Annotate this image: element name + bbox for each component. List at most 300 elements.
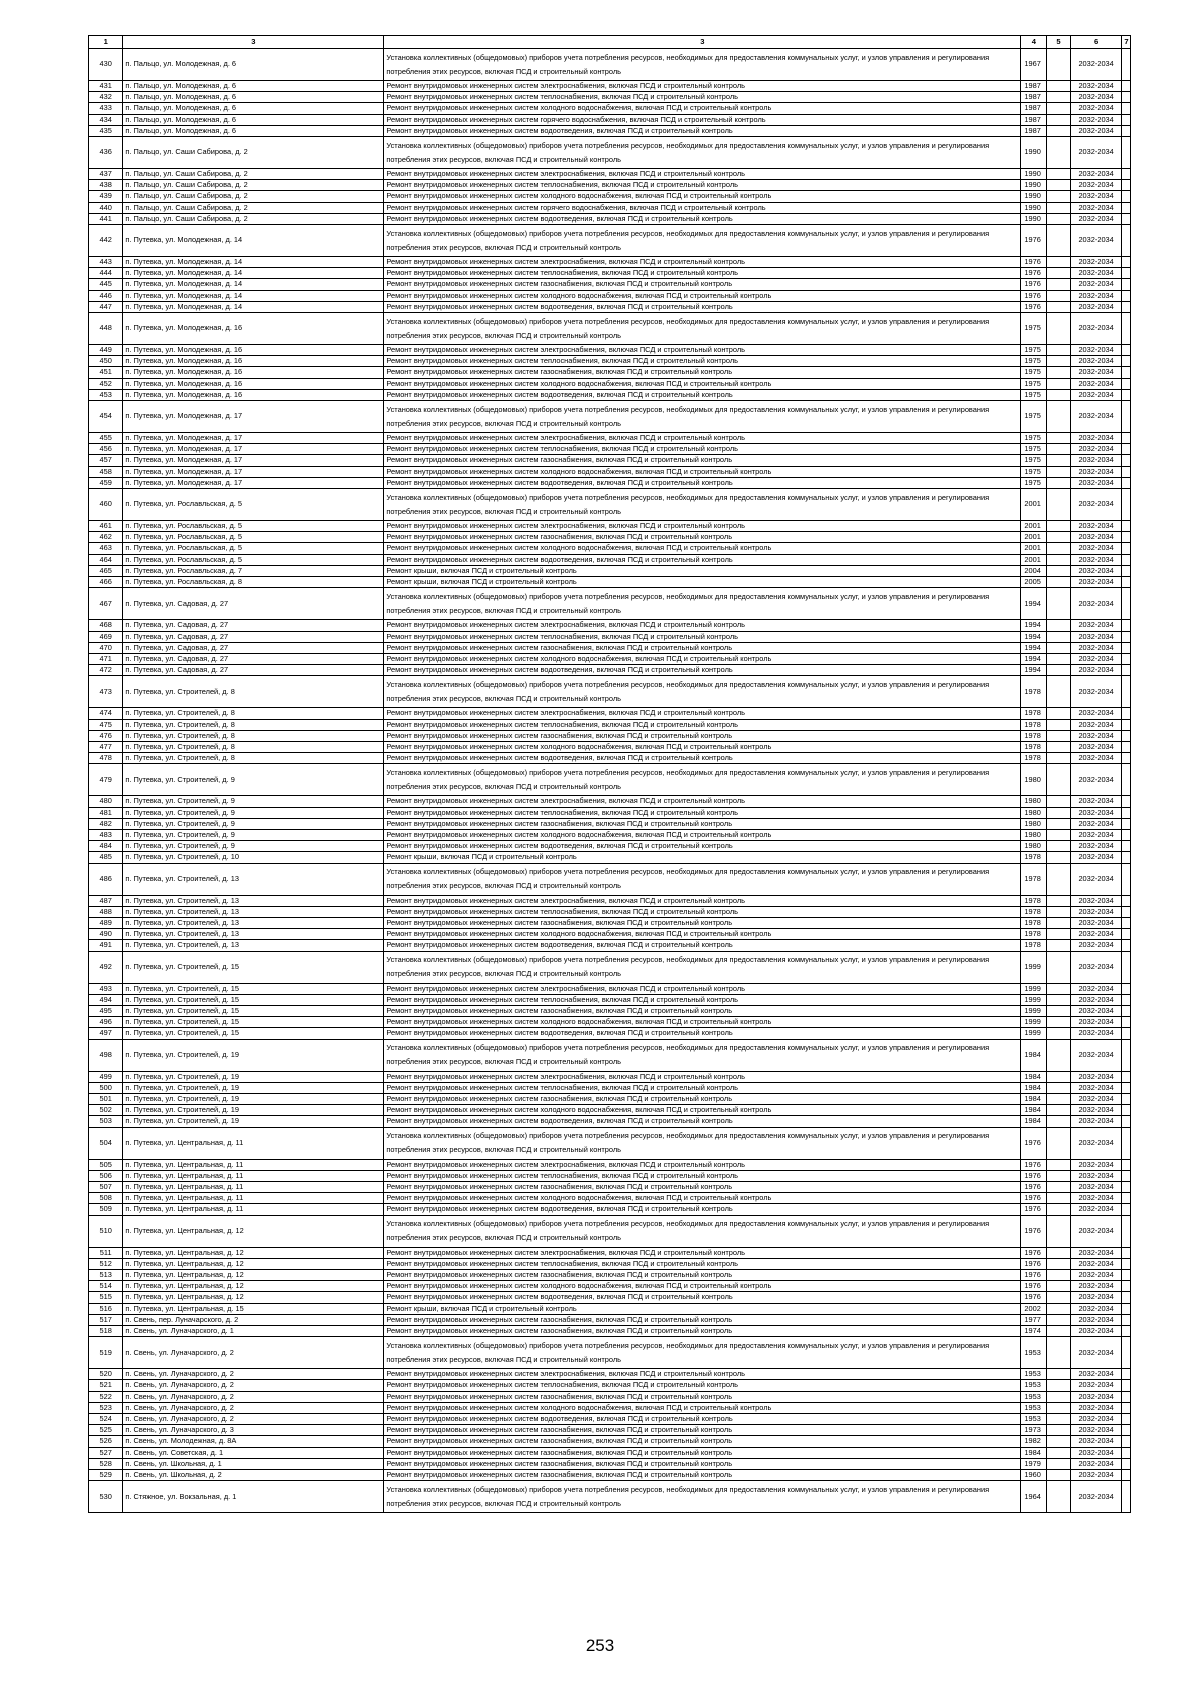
empty-cell [1122, 1414, 1131, 1425]
year-cell: 1984 [1021, 1082, 1047, 1093]
row-number: 514 [89, 1281, 123, 1292]
year-cell: 1987 [1021, 103, 1047, 114]
period-cell: 2032-2034 [1070, 554, 1122, 565]
row-number: 490 [89, 929, 123, 940]
row-number: 460 [89, 489, 123, 521]
table-row [89, 1039, 1131, 1071]
table-row [89, 444, 1131, 455]
empty-cell [1047, 301, 1071, 312]
empty-cell [1122, 81, 1131, 92]
empty-cell [1047, 841, 1071, 852]
empty-cell [1122, 401, 1131, 433]
period-cell: 2032-2034 [1070, 1204, 1122, 1215]
work-description-cell: Ремонт крыши, включая ПСД и строительный контроль [384, 565, 1021, 576]
empty-cell [1047, 1082, 1071, 1093]
row-number: 518 [89, 1326, 123, 1337]
work-description-cell: Ремонт внутридомовых инженерных систем водоотведения, включая ПСД и строительный контроль [384, 554, 1021, 565]
address-cell: п. Путевка, ул. Молодежная, д. 17 [123, 433, 384, 444]
address-cell: п. Путевка, ул. Строителей, д. 8 [123, 708, 384, 719]
row-number: 505 [89, 1159, 123, 1170]
address-cell: п. Путевка, ул. Молодежная, д. 17 [123, 444, 384, 455]
empty-cell [1047, 1458, 1071, 1469]
empty-cell [1122, 225, 1131, 257]
repair-schedule-table [88, 35, 1131, 1513]
empty-cell [1047, 642, 1071, 653]
table-row [89, 92, 1131, 103]
year-cell: 1984 [1021, 1093, 1047, 1104]
empty-cell [1047, 1170, 1071, 1181]
work-description-cell: Установка коллективных (общедомовых) приборов учета потребления ресурсов, необходимых для предоставления коммунальных услуг, и узлов управления и регулирования потребления этих ресурсов, включая ПСД и строительный контроль [384, 676, 1021, 708]
period-cell: 2032-2034 [1070, 477, 1122, 488]
period-cell: 2032-2034 [1070, 225, 1122, 257]
table-row [89, 554, 1131, 565]
empty-cell [1122, 1105, 1131, 1116]
empty-cell [1122, 268, 1131, 279]
empty-cell [1047, 1005, 1071, 1016]
work-description-cell: Установка коллективных (общедомовых) приборов учета потребления ресурсов, необходимых для предоставления коммунальных услуг, и узлов управления и регулирования потребления этих ресурсов, включая ПСД и строительный контроль [384, 1337, 1021, 1369]
table-row [89, 1028, 1131, 1039]
empty-cell [1122, 863, 1131, 895]
address-cell: п. Свень, ул. Луначарского, д. 2 [123, 1337, 384, 1369]
empty-cell [1047, 191, 1071, 202]
table-row [89, 917, 1131, 928]
empty-cell [1122, 125, 1131, 136]
address-cell: п. Путевка, ул. Строителей, д. 19 [123, 1039, 384, 1071]
table-row [89, 1458, 1131, 1469]
work-description-cell: Ремонт внутридомовых инженерных систем теплоснабжения, включая ПСД и строительный контроль [384, 268, 1021, 279]
table-row [89, 401, 1131, 433]
empty-cell [1122, 1303, 1131, 1314]
empty-cell [1047, 665, 1071, 676]
address-cell: п. Путевка, ул. Строителей, д. 13 [123, 940, 384, 951]
work-description-cell: Ремонт внутридомовых инженерных систем теплоснабжения, включая ПСД и строительный контроль [384, 1082, 1021, 1093]
work-description-cell: Ремонт внутридомовых инженерных систем водоотведения, включая ПСД и строительный контроль [384, 477, 1021, 488]
empty-cell [1047, 1193, 1071, 1204]
address-cell: п. Путевка, ул. Молодежная, д. 14 [123, 279, 384, 290]
empty-cell [1047, 433, 1071, 444]
period-cell: 2032-2034 [1070, 1039, 1122, 1071]
empty-cell [1122, 389, 1131, 400]
period-cell: 2032-2034 [1070, 764, 1122, 796]
header-row [89, 36, 1131, 49]
row-number: 474 [89, 708, 123, 719]
row-number: 482 [89, 818, 123, 829]
period-cell: 2032-2034 [1070, 378, 1122, 389]
row-number: 470 [89, 642, 123, 653]
work-description-cell: Ремонт внутридомовых инженерных систем теплоснабжения, включая ПСД и строительный контроль [384, 719, 1021, 730]
period-cell: 2032-2034 [1070, 1082, 1122, 1093]
address-cell: п. Путевка, ул. Строителей, д. 15 [123, 994, 384, 1005]
row-number: 522 [89, 1391, 123, 1402]
header-col-3: 3 [384, 36, 1021, 49]
work-description-cell: Ремонт внутридомовых инженерных систем холодного водоснабжения, включая ПСД и строительный контроль [384, 378, 1021, 389]
row-number: 487 [89, 895, 123, 906]
empty-cell [1122, 1314, 1131, 1325]
row-number: 456 [89, 444, 123, 455]
table-row [89, 764, 1131, 796]
empty-cell [1122, 543, 1131, 554]
address-cell: п. Путевка, ул. Молодежная, д. 16 [123, 367, 384, 378]
year-cell: 1976 [1021, 1159, 1047, 1170]
work-description-cell: Ремонт внутридомовых инженерных систем водоотведения, включая ПСД и строительный контроль [384, 1028, 1021, 1039]
work-description-cell: Ремонт внутридомовых инженерных систем теплоснабжения, включая ПСД и строительный контроль [384, 807, 1021, 818]
row-number: 462 [89, 532, 123, 543]
table-row [89, 202, 1131, 213]
empty-cell [1047, 1402, 1071, 1413]
empty-cell [1047, 1436, 1071, 1447]
table-row [89, 543, 1131, 554]
year-cell: 1975 [1021, 345, 1047, 356]
table-row [89, 863, 1131, 895]
year-cell: 2001 [1021, 489, 1047, 521]
period-cell: 2032-2034 [1070, 279, 1122, 290]
work-description-cell: Ремонт внутридомовых инженерных систем холодного водоснабжения, включая ПСД и строительный контроль [384, 1402, 1021, 1413]
address-cell: п. Путевка, ул. Рославльская, д. 7 [123, 565, 384, 576]
address-cell: п. Путевка, ул. Рославльская, д. 5 [123, 521, 384, 532]
year-cell: 1994 [1021, 665, 1047, 676]
work-description-cell: Установка коллективных (общедомовых) приборов учета потребления ресурсов, необходимых для предоставления коммунальных услуг, и узлов управления и регулирования потребления этих ресурсов, включая ПСД и строительный контроль [384, 1481, 1021, 1513]
address-cell: п. Путевка, ул. Рославльская, д. 8 [123, 577, 384, 588]
table-row [89, 1093, 1131, 1104]
address-cell: п. Путевка, ул. Строителей, д. 15 [123, 1017, 384, 1028]
empty-cell [1122, 895, 1131, 906]
address-cell: п. Путевка, ул. Строителей, д. 19 [123, 1093, 384, 1104]
row-number: 515 [89, 1292, 123, 1303]
empty-cell [1047, 213, 1071, 224]
address-cell: п. Путевка, ул. Молодежная, д. 17 [123, 466, 384, 477]
period-cell: 2032-2034 [1070, 708, 1122, 719]
period-cell: 2032-2034 [1070, 389, 1122, 400]
work-description-cell: Ремонт внутридомовых инженерных систем теплоснабжения, включая ПСД и строительный контроль [384, 906, 1021, 917]
period-cell: 2032-2034 [1070, 401, 1122, 433]
empty-cell [1047, 466, 1071, 477]
row-number: 445 [89, 279, 123, 290]
table-row [89, 532, 1131, 543]
empty-cell [1122, 444, 1131, 455]
work-description-cell: Установка коллективных (общедомовых) приборов учета потребления ресурсов, необходимых для предоставления коммунальных услуг, и узлов управления и регулирования потребления этих ресурсов, включая ПСД и строительный контроль [384, 225, 1021, 257]
empty-cell [1047, 1369, 1071, 1380]
work-description-cell: Установка коллективных (общедомовых) приборов учета потребления ресурсов, необходимых для предоставления коммунальных услуг, и узлов управления и регулирования потребления этих ресурсов, включая ПСД и строительный контроль [384, 951, 1021, 983]
row-number: 529 [89, 1470, 123, 1481]
table-row [89, 169, 1131, 180]
table-row [89, 268, 1131, 279]
empty-cell [1047, 389, 1071, 400]
work-description-cell: Ремонт внутридомовых инженерных систем электроснабжения, включая ПСД и строительный контроль [384, 81, 1021, 92]
address-cell: п. Путевка, ул. Молодежная, д. 16 [123, 345, 384, 356]
row-number: 516 [89, 1303, 123, 1314]
work-description-cell: Ремонт внутридомовых инженерных систем газоснабжения, включая ПСД и строительный контроль [384, 455, 1021, 466]
address-cell: п. Путевка, ул. Садовая, д. 27 [123, 631, 384, 642]
address-cell: п. Путевка, ул. Строителей, д. 19 [123, 1116, 384, 1127]
period-cell: 2032-2034 [1070, 665, 1122, 676]
empty-cell [1047, 796, 1071, 807]
row-number: 435 [89, 125, 123, 136]
table-row [89, 841, 1131, 852]
period-cell: 2032-2034 [1070, 356, 1122, 367]
address-cell: п. Путевка, ул. Центральная, д. 12 [123, 1247, 384, 1258]
work-description-cell: Ремонт внутридомовых инженерных систем холодного водоснабжения, включая ПСД и строительный контроль [384, 1105, 1021, 1116]
row-number: 478 [89, 753, 123, 764]
address-cell: п. Путевка, ул. Молодежная, д. 17 [123, 401, 384, 433]
table-row [89, 1470, 1131, 1481]
work-description-cell: Ремонт крыши, включая ПСД и строительный контроль [384, 852, 1021, 863]
empty-cell [1047, 708, 1071, 719]
year-cell: 1980 [1021, 829, 1047, 840]
work-description-cell: Ремонт внутридомовых инженерных систем теплоснабжения, включая ПСД и строительный контроль [384, 1258, 1021, 1269]
address-cell: п. Путевка, ул. Молодежная, д. 14 [123, 268, 384, 279]
work-description-cell: Ремонт внутридомовых инженерных систем теплоснабжения, включая ПСД и строительный контроль [384, 356, 1021, 367]
period-cell: 2032-2034 [1070, 202, 1122, 213]
row-number: 430 [89, 49, 123, 81]
year-cell: 1999 [1021, 1028, 1047, 1039]
table-row [89, 433, 1131, 444]
empty-cell [1047, 1182, 1071, 1193]
empty-cell [1122, 929, 1131, 940]
table-row [89, 1082, 1131, 1093]
empty-cell [1122, 367, 1131, 378]
work-description-cell: Ремонт внутридомовых инженерных систем холодного водоснабжения, включая ПСД и строительный контроль [384, 1193, 1021, 1204]
address-cell: п. Путевка, ул. Центральная, д. 12 [123, 1215, 384, 1247]
row-number: 465 [89, 565, 123, 576]
header-col-7: 7 [1122, 36, 1131, 49]
address-cell: п. Путевка, ул. Строителей, д. 8 [123, 741, 384, 752]
empty-cell [1047, 906, 1071, 917]
row-number: 489 [89, 917, 123, 928]
year-cell: 1976 [1021, 1258, 1047, 1269]
row-number: 509 [89, 1204, 123, 1215]
year-cell: 2001 [1021, 543, 1047, 554]
year-cell: 1978 [1021, 895, 1047, 906]
table-row [89, 191, 1131, 202]
period-cell: 2032-2034 [1070, 1270, 1122, 1281]
year-cell: 1976 [1021, 1270, 1047, 1281]
row-number: 521 [89, 1380, 123, 1391]
empty-cell [1122, 1402, 1131, 1413]
period-cell: 2032-2034 [1070, 631, 1122, 642]
address-cell: п. Путевка, ул. Молодежная, д. 16 [123, 313, 384, 345]
work-description-cell: Установка коллективных (общедомовых) приборов учета потребления ресурсов, необходимых для предоставления коммунальных услуг, и узлов управления и регулирования потребления этих ресурсов, включая ПСД и строительный контроль [384, 588, 1021, 620]
empty-cell [1047, 455, 1071, 466]
empty-cell [1122, 1436, 1131, 1447]
work-description-cell: Ремонт внутридомовых инженерных систем электроснабжения, включая ПСД и строительный контроль [384, 983, 1021, 994]
work-description-cell: Ремонт внутридомовых инженерных систем газоснабжения, включая ПСД и строительный контроль [384, 1270, 1021, 1281]
period-cell: 2032-2034 [1070, 829, 1122, 840]
year-cell: 1976 [1021, 1292, 1047, 1303]
period-cell: 2032-2034 [1070, 741, 1122, 752]
table-row [89, 367, 1131, 378]
empty-cell [1047, 268, 1071, 279]
empty-cell [1047, 1028, 1071, 1039]
period-cell: 2032-2034 [1070, 268, 1122, 279]
work-description-cell: Ремонт внутридомовых инженерных систем водоотведения, включая ПСД и строительный контроль [384, 1204, 1021, 1215]
empty-cell [1122, 1281, 1131, 1292]
address-cell: п. Путевка, ул. Строителей, д. 8 [123, 719, 384, 730]
header-col-2: 3 [123, 36, 384, 49]
empty-cell [1122, 852, 1131, 863]
empty-cell [1122, 1071, 1131, 1082]
empty-cell [1122, 917, 1131, 928]
table-row [89, 730, 1131, 741]
address-cell: п. Путевка, ул. Центральная, д. 11 [123, 1182, 384, 1193]
work-description-cell: Установка коллективных (общедомовых) приборов учета потребления ресурсов, необходимых для предоставления коммунальных услуг, и узлов управления и регулирования потребления этих ресурсов, включая ПСД и строительный контроль [384, 489, 1021, 521]
table-row [89, 1116, 1131, 1127]
year-cell: 1984 [1021, 1447, 1047, 1458]
period-cell: 2032-2034 [1070, 1071, 1122, 1082]
empty-cell [1122, 1247, 1131, 1258]
empty-cell [1122, 719, 1131, 730]
address-cell: п. Путевка, ул. Рославльская, д. 5 [123, 532, 384, 543]
period-cell: 2032-2034 [1070, 841, 1122, 852]
empty-cell [1122, 642, 1131, 653]
address-cell: п. Путевка, ул. Строителей, д. 15 [123, 983, 384, 994]
work-description-cell: Ремонт внутридомовых инженерных систем горячего водоснабжения, включая ПСД и строительный контроль [384, 114, 1021, 125]
row-number: 453 [89, 389, 123, 400]
address-cell: п. Пальцо, ул. Молодежная, д. 6 [123, 49, 384, 81]
empty-cell [1047, 1303, 1071, 1314]
period-cell: 2032-2034 [1070, 929, 1122, 940]
year-cell: 1980 [1021, 796, 1047, 807]
address-cell: п. Пальцо, ул. Молодежная, д. 6 [123, 125, 384, 136]
empty-cell [1047, 225, 1071, 257]
period-cell: 2032-2034 [1070, 191, 1122, 202]
table-row [89, 653, 1131, 664]
period-cell: 2032-2034 [1070, 676, 1122, 708]
year-cell: 2001 [1021, 521, 1047, 532]
empty-cell [1047, 137, 1071, 169]
period-cell: 2032-2034 [1070, 1337, 1122, 1369]
empty-cell [1047, 1105, 1071, 1116]
address-cell: п. Свень, ул. Луначарского, д. 2 [123, 1414, 384, 1425]
address-cell: п. Путевка, ул. Центральная, д. 11 [123, 1159, 384, 1170]
row-number: 472 [89, 665, 123, 676]
period-cell: 2032-2034 [1070, 1093, 1122, 1104]
empty-cell [1047, 620, 1071, 631]
address-cell: п. Свень, ул. Советская, д. 1 [123, 1447, 384, 1458]
period-cell: 2032-2034 [1070, 521, 1122, 532]
row-number: 483 [89, 829, 123, 840]
year-cell: 1976 [1021, 279, 1047, 290]
empty-cell [1047, 951, 1071, 983]
table-row [89, 1182, 1131, 1193]
table-row [89, 1215, 1131, 1247]
row-number: 526 [89, 1436, 123, 1447]
empty-cell [1047, 829, 1071, 840]
table-row [89, 257, 1131, 268]
empty-cell [1047, 367, 1071, 378]
table-row [89, 929, 1131, 940]
table-row [89, 1170, 1131, 1181]
table-row [89, 676, 1131, 708]
row-number: 439 [89, 191, 123, 202]
empty-cell [1122, 356, 1131, 367]
empty-cell [1047, 741, 1071, 752]
empty-cell [1122, 1028, 1131, 1039]
period-cell: 2032-2034 [1070, 1458, 1122, 1469]
year-cell: 1976 [1021, 1215, 1047, 1247]
year-cell: 1975 [1021, 433, 1047, 444]
work-description-cell: Ремонт внутридомовых инженерных систем водоотведения, включая ПСД и строительный контроль [384, 1116, 1021, 1127]
empty-cell [1047, 917, 1071, 928]
period-cell: 2032-2034 [1070, 1215, 1122, 1247]
address-cell: п. Путевка, ул. Центральная, д. 15 [123, 1303, 384, 1314]
empty-cell [1122, 1005, 1131, 1016]
period-cell: 2032-2034 [1070, 1005, 1122, 1016]
work-description-cell: Ремонт внутридомовых инженерных систем газоснабжения, включая ПСД и строительный контроль [384, 279, 1021, 290]
empty-cell [1047, 313, 1071, 345]
empty-cell [1047, 521, 1071, 532]
period-cell: 2032-2034 [1070, 1447, 1122, 1458]
empty-cell [1122, 489, 1131, 521]
empty-cell [1122, 114, 1131, 125]
table-row [89, 1303, 1131, 1314]
year-cell: 1978 [1021, 852, 1047, 863]
empty-cell [1122, 796, 1131, 807]
year-cell: 1974 [1021, 1326, 1047, 1337]
address-cell: п. Путевка, ул. Строителей, д. 13 [123, 929, 384, 940]
work-description-cell: Ремонт внутридомовых инженерных систем газоснабжения, включая ПСД и строительный контроль [384, 532, 1021, 543]
period-cell: 2032-2034 [1070, 1369, 1122, 1380]
row-number: 494 [89, 994, 123, 1005]
address-cell: п. Свень, ул. Луначарского, д. 2 [123, 1402, 384, 1413]
work-description-cell: Ремонт внутридомовых инженерных систем газоснабжения, включая ПСД и строительный контроль [384, 1326, 1021, 1337]
empty-cell [1047, 929, 1071, 940]
empty-cell [1047, 49, 1071, 81]
year-cell: 1975 [1021, 466, 1047, 477]
row-number: 506 [89, 1170, 123, 1181]
year-cell: 1975 [1021, 389, 1047, 400]
empty-cell [1122, 1082, 1131, 1093]
year-cell: 1975 [1021, 378, 1047, 389]
address-cell: п. Путевка, ул. Строителей, д. 19 [123, 1082, 384, 1093]
empty-cell [1122, 313, 1131, 345]
empty-cell [1122, 829, 1131, 840]
year-cell: 1953 [1021, 1414, 1047, 1425]
table-row [89, 577, 1131, 588]
year-cell: 1994 [1021, 588, 1047, 620]
address-cell: п. Путевка, ул. Строителей, д. 9 [123, 796, 384, 807]
year-cell: 1980 [1021, 841, 1047, 852]
row-number: 508 [89, 1193, 123, 1204]
row-number: 513 [89, 1270, 123, 1281]
table-row [89, 345, 1131, 356]
year-cell: 1994 [1021, 620, 1047, 631]
empty-cell [1047, 1270, 1071, 1281]
work-description-cell: Ремонт внутридомовых инженерных систем водоотведения, включая ПСД и строительный контроль [384, 301, 1021, 312]
table-row [89, 620, 1131, 631]
work-description-cell: Ремонт внутридомовых инженерных систем газоснабжения, включая ПСД и строительный контроль [384, 1425, 1021, 1436]
empty-cell [1122, 1270, 1131, 1281]
year-cell: 1976 [1021, 1170, 1047, 1181]
work-description-cell: Ремонт внутридомовых инженерных систем газоснабжения, включая ПСД и строительный контроль [384, 818, 1021, 829]
empty-cell [1122, 202, 1131, 213]
row-number: 479 [89, 764, 123, 796]
period-cell: 2032-2034 [1070, 818, 1122, 829]
year-cell: 1975 [1021, 444, 1047, 455]
row-number: 476 [89, 730, 123, 741]
row-number: 485 [89, 852, 123, 863]
period-cell: 2032-2034 [1070, 940, 1122, 951]
year-cell: 1976 [1021, 1204, 1047, 1215]
year-cell: 1979 [1021, 1458, 1047, 1469]
row-number: 493 [89, 983, 123, 994]
year-cell: 1980 [1021, 764, 1047, 796]
period-cell: 2032-2034 [1070, 1326, 1122, 1337]
row-number: 519 [89, 1337, 123, 1369]
period-cell: 2032-2034 [1070, 1281, 1122, 1292]
row-number: 437 [89, 169, 123, 180]
address-cell: п. Путевка, ул. Молодежная, д. 17 [123, 455, 384, 466]
work-description-cell: Ремонт внутридомовых инженерных систем электроснабжения, включая ПСД и строительный контроль [384, 1247, 1021, 1258]
